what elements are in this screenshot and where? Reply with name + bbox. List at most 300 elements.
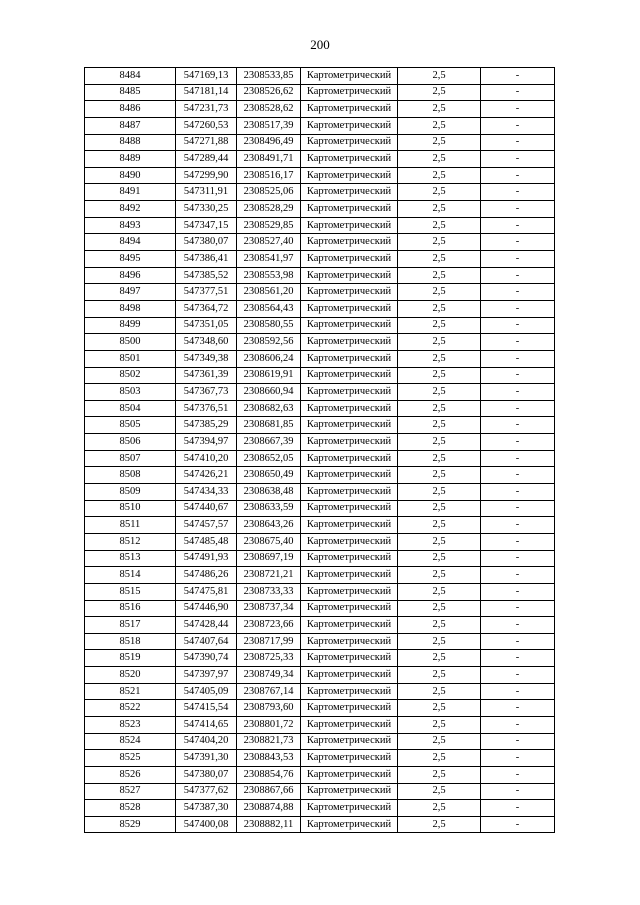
- accuracy-cell: 2,5: [398, 201, 481, 218]
- y-coordinate-cell: 2308675,40: [237, 533, 301, 550]
- accuracy-cell: 2,5: [398, 484, 481, 501]
- accuracy-cell: 2,5: [398, 567, 481, 584]
- method-cell: Картометрический: [301, 251, 398, 268]
- method-cell: Картометрический: [301, 434, 398, 451]
- y-coordinate-cell: 2308526,62: [237, 84, 301, 101]
- table-row: [85, 600, 555, 617]
- method-cell: Картометрический: [301, 317, 398, 334]
- accuracy-cell: 2,5: [398, 633, 481, 650]
- method-cell: Картометрический: [301, 816, 398, 833]
- point-number-cell: 8486: [85, 101, 176, 118]
- description-cell: -: [481, 766, 555, 783]
- point-number-cell: 8517: [85, 617, 176, 634]
- description-cell: -: [481, 117, 555, 134]
- method-cell: Картометрический: [301, 117, 398, 134]
- method-cell: Картометрический: [301, 733, 398, 750]
- description-cell: -: [481, 617, 555, 634]
- method-cell: Картометрический: [301, 550, 398, 567]
- method-cell: Картометрический: [301, 667, 398, 684]
- x-coordinate-cell: 547446,90: [176, 600, 237, 617]
- y-coordinate-cell: 2308580,55: [237, 317, 301, 334]
- table-row: [85, 284, 555, 301]
- x-coordinate-cell: 547486,26: [176, 567, 237, 584]
- point-number-cell: 8484: [85, 68, 176, 85]
- y-coordinate-cell: 2308650,49: [237, 467, 301, 484]
- description-cell: -: [481, 816, 555, 833]
- accuracy-cell: 2,5: [398, 550, 481, 567]
- accuracy-cell: 2,5: [398, 101, 481, 118]
- method-cell: Картометрический: [301, 350, 398, 367]
- y-coordinate-cell: 2308801,72: [237, 716, 301, 733]
- description-cell: -: [481, 367, 555, 384]
- point-number-cell: 8501: [85, 350, 176, 367]
- point-number-cell: 8494: [85, 234, 176, 251]
- accuracy-cell: 2,5: [398, 766, 481, 783]
- x-coordinate-cell: 547181,14: [176, 84, 237, 101]
- y-coordinate-cell: 2308529,85: [237, 217, 301, 234]
- point-number-cell: 8495: [85, 251, 176, 268]
- x-coordinate-cell: 547386,41: [176, 251, 237, 268]
- y-coordinate-cell: 2308638,48: [237, 484, 301, 501]
- table-row: [85, 317, 555, 334]
- description-cell: -: [481, 284, 555, 301]
- y-coordinate-cell: 2308606,24: [237, 350, 301, 367]
- description-cell: -: [481, 400, 555, 417]
- accuracy-cell: 2,5: [398, 500, 481, 517]
- description-cell: -: [481, 733, 555, 750]
- accuracy-cell: 2,5: [398, 367, 481, 384]
- x-coordinate-cell: 547434,33: [176, 484, 237, 501]
- description-cell: -: [481, 134, 555, 151]
- description-cell: -: [481, 633, 555, 650]
- table-row: [85, 583, 555, 600]
- method-cell: Картометрический: [301, 284, 398, 301]
- description-cell: -: [481, 300, 555, 317]
- point-number-cell: 8522: [85, 700, 176, 717]
- table-row: [85, 783, 555, 800]
- description-cell: -: [481, 384, 555, 401]
- y-coordinate-cell: 2308592,56: [237, 334, 301, 351]
- y-coordinate-cell: 2308528,29: [237, 201, 301, 218]
- table-row: [85, 667, 555, 684]
- table-row: [85, 267, 555, 284]
- method-cell: Картометрический: [301, 217, 398, 234]
- table-row: [85, 151, 555, 168]
- point-number-cell: 8519: [85, 650, 176, 667]
- table-row: [85, 184, 555, 201]
- y-coordinate-cell: 2308725,33: [237, 650, 301, 667]
- description-cell: -: [481, 101, 555, 118]
- x-coordinate-cell: 547260,53: [176, 117, 237, 134]
- x-coordinate-cell: 547349,38: [176, 350, 237, 367]
- x-coordinate-cell: 547367,73: [176, 384, 237, 401]
- method-cell: Картометрический: [301, 533, 398, 550]
- accuracy-cell: 2,5: [398, 217, 481, 234]
- table-row: [85, 617, 555, 634]
- point-number-cell: 8506: [85, 434, 176, 451]
- accuracy-cell: 2,5: [398, 417, 481, 434]
- y-coordinate-cell: 2308652,05: [237, 450, 301, 467]
- description-cell: -: [481, 517, 555, 534]
- point-number-cell: 8499: [85, 317, 176, 334]
- x-coordinate-cell: 547475,81: [176, 583, 237, 600]
- point-number-cell: 8487: [85, 117, 176, 134]
- accuracy-cell: 2,5: [398, 267, 481, 284]
- table-row: [85, 101, 555, 118]
- method-cell: Картометрический: [301, 68, 398, 85]
- table-row: [85, 517, 555, 534]
- point-number-cell: 8525: [85, 750, 176, 767]
- description-cell: -: [481, 217, 555, 234]
- x-coordinate-cell: 547390,74: [176, 650, 237, 667]
- y-coordinate-cell: 2308867,66: [237, 783, 301, 800]
- point-number-cell: 8490: [85, 167, 176, 184]
- x-coordinate-cell: 547351,05: [176, 317, 237, 334]
- x-coordinate-cell: 547364,72: [176, 300, 237, 317]
- y-coordinate-cell: 2308527,40: [237, 234, 301, 251]
- point-number-cell: 8516: [85, 600, 176, 617]
- method-cell: Картометрический: [301, 367, 398, 384]
- description-cell: -: [481, 184, 555, 201]
- description-cell: -: [481, 201, 555, 218]
- method-cell: Картометрический: [301, 716, 398, 733]
- accuracy-cell: 2,5: [398, 400, 481, 417]
- accuracy-cell: 2,5: [398, 184, 481, 201]
- y-coordinate-cell: 2308633,59: [237, 500, 301, 517]
- point-number-cell: 8511: [85, 517, 176, 534]
- x-coordinate-cell: 547347,15: [176, 217, 237, 234]
- accuracy-cell: 2,5: [398, 434, 481, 451]
- description-cell: -: [481, 650, 555, 667]
- table-row: [85, 650, 555, 667]
- x-coordinate-cell: 547426,21: [176, 467, 237, 484]
- accuracy-cell: 2,5: [398, 617, 481, 634]
- x-coordinate-cell: 547457,57: [176, 517, 237, 534]
- description-cell: -: [481, 484, 555, 501]
- y-coordinate-cell: 2308681,85: [237, 417, 301, 434]
- point-number-cell: 8507: [85, 450, 176, 467]
- page-number: 200: [310, 37, 330, 52]
- point-number-cell: 8485: [85, 84, 176, 101]
- table-row: [85, 450, 555, 467]
- description-cell: -: [481, 68, 555, 85]
- y-coordinate-cell: 2308491,71: [237, 151, 301, 168]
- point-number-cell: 8523: [85, 716, 176, 733]
- point-number-cell: 8521: [85, 683, 176, 700]
- x-coordinate-cell: 547400,08: [176, 816, 237, 833]
- description-cell: -: [481, 450, 555, 467]
- point-number-cell: 8493: [85, 217, 176, 234]
- table-row: [85, 700, 555, 717]
- table-row: [85, 117, 555, 134]
- point-number-cell: 8508: [85, 467, 176, 484]
- description-cell: -: [481, 667, 555, 684]
- accuracy-cell: 2,5: [398, 783, 481, 800]
- method-cell: Картометрический: [301, 101, 398, 118]
- x-coordinate-cell: 547376,51: [176, 400, 237, 417]
- accuracy-cell: 2,5: [398, 350, 481, 367]
- description-cell: -: [481, 267, 555, 284]
- point-number-cell: 8520: [85, 667, 176, 684]
- y-coordinate-cell: 2308793,60: [237, 700, 301, 717]
- point-number-cell: 8504: [85, 400, 176, 417]
- description-cell: -: [481, 683, 555, 700]
- point-number-cell: 8509: [85, 484, 176, 501]
- method-cell: Картометрический: [301, 766, 398, 783]
- description-cell: -: [481, 467, 555, 484]
- table-row: [85, 766, 555, 783]
- table-row: [85, 683, 555, 700]
- method-cell: Картометрический: [301, 184, 398, 201]
- method-cell: Картометрический: [301, 300, 398, 317]
- method-cell: Картометрический: [301, 800, 398, 817]
- point-number-cell: 8491: [85, 184, 176, 201]
- point-number-cell: 8498: [85, 300, 176, 317]
- accuracy-cell: 2,5: [398, 533, 481, 550]
- accuracy-cell: 2,5: [398, 750, 481, 767]
- method-cell: Картометрический: [301, 567, 398, 584]
- x-coordinate-cell: 547385,29: [176, 417, 237, 434]
- y-coordinate-cell: 2308643,26: [237, 517, 301, 534]
- method-cell: Картометрический: [301, 650, 398, 667]
- point-number-cell: 8510: [85, 500, 176, 517]
- y-coordinate-cell: 2308528,62: [237, 101, 301, 118]
- method-cell: Картометрический: [301, 700, 398, 717]
- method-cell: Картометрический: [301, 400, 398, 417]
- x-coordinate-cell: 547361,39: [176, 367, 237, 384]
- accuracy-cell: 2,5: [398, 800, 481, 817]
- x-coordinate-cell: 547380,07: [176, 234, 237, 251]
- table-row: [85, 716, 555, 733]
- point-number-cell: 8512: [85, 533, 176, 550]
- table-row: [85, 134, 555, 151]
- description-cell: -: [481, 334, 555, 351]
- method-cell: Картометрический: [301, 484, 398, 501]
- method-cell: Картометрический: [301, 384, 398, 401]
- point-number-cell: 8492: [85, 201, 176, 218]
- accuracy-cell: 2,5: [398, 716, 481, 733]
- point-number-cell: 8514: [85, 567, 176, 584]
- method-cell: Картометрический: [301, 600, 398, 617]
- y-coordinate-cell: 2308541,97: [237, 251, 301, 268]
- table-row: [85, 384, 555, 401]
- y-coordinate-cell: 2308660,94: [237, 384, 301, 401]
- description-cell: -: [481, 251, 555, 268]
- point-number-cell: 8515: [85, 583, 176, 600]
- x-coordinate-cell: 547385,52: [176, 267, 237, 284]
- table-row: [85, 750, 555, 767]
- table-row: [85, 68, 555, 85]
- coordinates-table-body: [85, 68, 555, 833]
- point-number-cell: 8524: [85, 733, 176, 750]
- table-row: [85, 350, 555, 367]
- x-coordinate-cell: 547414,65: [176, 716, 237, 733]
- point-number-cell: 8529: [85, 816, 176, 833]
- table-row: [85, 567, 555, 584]
- description-cell: -: [481, 800, 555, 817]
- accuracy-cell: 2,5: [398, 117, 481, 134]
- accuracy-cell: 2,5: [398, 816, 481, 833]
- y-coordinate-cell: 2308843,53: [237, 750, 301, 767]
- accuracy-cell: 2,5: [398, 151, 481, 168]
- y-coordinate-cell: 2308517,39: [237, 117, 301, 134]
- point-number-cell: 8503: [85, 384, 176, 401]
- accuracy-cell: 2,5: [398, 84, 481, 101]
- accuracy-cell: 2,5: [398, 68, 481, 85]
- description-cell: -: [481, 750, 555, 767]
- accuracy-cell: 2,5: [398, 384, 481, 401]
- y-coordinate-cell: 2308697,19: [237, 550, 301, 567]
- x-coordinate-cell: 547289,44: [176, 151, 237, 168]
- accuracy-cell: 2,5: [398, 583, 481, 600]
- x-coordinate-cell: 547394,97: [176, 434, 237, 451]
- accuracy-cell: 2,5: [398, 234, 481, 251]
- x-coordinate-cell: 547231,73: [176, 101, 237, 118]
- accuracy-cell: 2,5: [398, 650, 481, 667]
- method-cell: Картометрический: [301, 201, 398, 218]
- description-cell: -: [481, 550, 555, 567]
- point-number-cell: 8488: [85, 134, 176, 151]
- x-coordinate-cell: 547405,09: [176, 683, 237, 700]
- accuracy-cell: 2,5: [398, 450, 481, 467]
- table-row: [85, 800, 555, 817]
- y-coordinate-cell: 2308723,66: [237, 617, 301, 634]
- table-row: [85, 300, 555, 317]
- table-row: [85, 434, 555, 451]
- point-number-cell: 8526: [85, 766, 176, 783]
- y-coordinate-cell: 2308737,34: [237, 600, 301, 617]
- description-cell: -: [481, 417, 555, 434]
- y-coordinate-cell: 2308749,34: [237, 667, 301, 684]
- x-coordinate-cell: 547377,51: [176, 284, 237, 301]
- description-cell: -: [481, 700, 555, 717]
- x-coordinate-cell: 547415,54: [176, 700, 237, 717]
- accuracy-cell: 2,5: [398, 733, 481, 750]
- point-number-cell: 8496: [85, 267, 176, 284]
- description-cell: -: [481, 84, 555, 101]
- y-coordinate-cell: 2308533,85: [237, 68, 301, 85]
- accuracy-cell: 2,5: [398, 300, 481, 317]
- method-cell: Картометрический: [301, 750, 398, 767]
- table-row: [85, 334, 555, 351]
- accuracy-cell: 2,5: [398, 600, 481, 617]
- table-row: [85, 234, 555, 251]
- description-cell: -: [481, 234, 555, 251]
- table-row: [85, 400, 555, 417]
- point-number-cell: 8518: [85, 633, 176, 650]
- y-coordinate-cell: 2308667,39: [237, 434, 301, 451]
- method-cell: Картометрический: [301, 633, 398, 650]
- y-coordinate-cell: 2308682,63: [237, 400, 301, 417]
- table-row: [85, 733, 555, 750]
- x-coordinate-cell: 547491,93: [176, 550, 237, 567]
- description-cell: -: [481, 317, 555, 334]
- x-coordinate-cell: 547428,44: [176, 617, 237, 634]
- table-row: [85, 251, 555, 268]
- y-coordinate-cell: 2308496,49: [237, 134, 301, 151]
- y-coordinate-cell: 2308721,21: [237, 567, 301, 584]
- y-coordinate-cell: 2308882,11: [237, 816, 301, 833]
- table-row: [85, 201, 555, 218]
- y-coordinate-cell: 2308717,99: [237, 633, 301, 650]
- x-coordinate-cell: 547410,20: [176, 450, 237, 467]
- method-cell: Картометрический: [301, 450, 398, 467]
- method-cell: Картометрический: [301, 467, 398, 484]
- table-row: [85, 367, 555, 384]
- table-row: [85, 550, 555, 567]
- coordinates-table: [84, 67, 555, 833]
- x-coordinate-cell: 547387,30: [176, 800, 237, 817]
- point-number-cell: 8505: [85, 417, 176, 434]
- method-cell: Картометрический: [301, 683, 398, 700]
- method-cell: Картометрический: [301, 517, 398, 534]
- accuracy-cell: 2,5: [398, 334, 481, 351]
- method-cell: Картометрический: [301, 500, 398, 517]
- table-row: [85, 84, 555, 101]
- table-row: [85, 217, 555, 234]
- table-row: [85, 533, 555, 550]
- method-cell: Картометрический: [301, 583, 398, 600]
- x-coordinate-cell: 547440,67: [176, 500, 237, 517]
- x-coordinate-cell: 547404,20: [176, 733, 237, 750]
- point-number-cell: 8497: [85, 284, 176, 301]
- x-coordinate-cell: 547377,62: [176, 783, 237, 800]
- y-coordinate-cell: 2308767,14: [237, 683, 301, 700]
- point-number-cell: 8527: [85, 783, 176, 800]
- description-cell: -: [481, 500, 555, 517]
- method-cell: Картометрический: [301, 267, 398, 284]
- method-cell: Картометрический: [301, 151, 398, 168]
- accuracy-cell: 2,5: [398, 667, 481, 684]
- x-coordinate-cell: 547299,90: [176, 167, 237, 184]
- x-coordinate-cell: 547271,88: [176, 134, 237, 151]
- description-cell: -: [481, 167, 555, 184]
- method-cell: Картометрический: [301, 234, 398, 251]
- method-cell: Картометрический: [301, 167, 398, 184]
- y-coordinate-cell: 2308516,17: [237, 167, 301, 184]
- point-number-cell: 8502: [85, 367, 176, 384]
- y-coordinate-cell: 2308561,20: [237, 284, 301, 301]
- x-coordinate-cell: 547407,64: [176, 633, 237, 650]
- y-coordinate-cell: 2308564,43: [237, 300, 301, 317]
- x-coordinate-cell: 547348,60: [176, 334, 237, 351]
- accuracy-cell: 2,5: [398, 317, 481, 334]
- table-row: [85, 484, 555, 501]
- description-cell: -: [481, 583, 555, 600]
- x-coordinate-cell: 547330,25: [176, 201, 237, 218]
- accuracy-cell: 2,5: [398, 517, 481, 534]
- description-cell: -: [481, 716, 555, 733]
- y-coordinate-cell: 2308553,98: [237, 267, 301, 284]
- table-row: [85, 816, 555, 833]
- method-cell: Картометрический: [301, 783, 398, 800]
- point-number-cell: 8528: [85, 800, 176, 817]
- y-coordinate-cell: 2308619,91: [237, 367, 301, 384]
- x-coordinate-cell: 547380,07: [176, 766, 237, 783]
- accuracy-cell: 2,5: [398, 251, 481, 268]
- y-coordinate-cell: 2308874,88: [237, 800, 301, 817]
- point-number-cell: 8489: [85, 151, 176, 168]
- method-cell: Картометрический: [301, 617, 398, 634]
- description-cell: -: [481, 783, 555, 800]
- accuracy-cell: 2,5: [398, 167, 481, 184]
- table-row: [85, 500, 555, 517]
- y-coordinate-cell: 2308733,33: [237, 583, 301, 600]
- accuracy-cell: 2,5: [398, 467, 481, 484]
- description-cell: -: [481, 350, 555, 367]
- table-row: [85, 417, 555, 434]
- table-row: [85, 167, 555, 184]
